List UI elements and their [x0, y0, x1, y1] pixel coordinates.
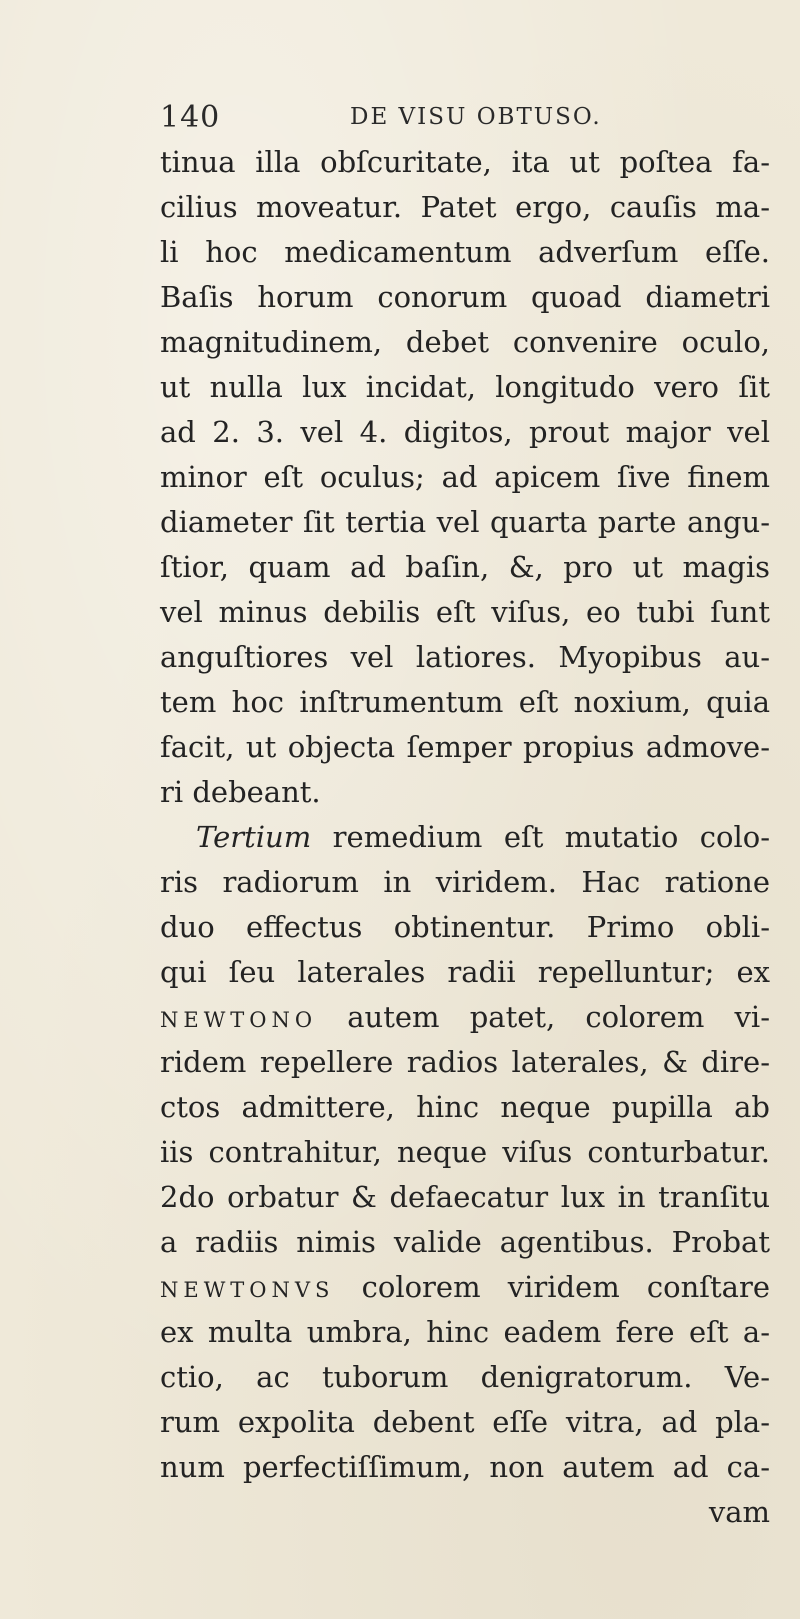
line-rest: colorem viridem conſtare — [334, 1270, 770, 1304]
text-line: ridem repellere radios laterales, & dire- — [160, 1045, 770, 1079]
text-line — [160, 995, 770, 1040]
line-rest: autem patet, colorem vi- — [317, 1000, 770, 1034]
text-line: li hoc medicamentum adverſum eſſe. — [160, 235, 770, 269]
text-line: duo effectus obtinentur. Primo obli- — [160, 910, 770, 944]
line-rest: remedium eſt mutatio colo- — [311, 820, 770, 854]
body-text — [160, 140, 770, 1535]
text-line — [160, 1265, 770, 1310]
text-line: iis contrahitur, neque viſus conturbatur. — [160, 1135, 770, 1169]
text-line: ex multa umbra, hinc eadem fere eſt a- — [160, 1315, 770, 1349]
text-line: ad 2. 3. vel 4. digitos, prout major vel — [160, 415, 770, 449]
text-line: ctos admittere, hinc neque pupilla ab — [160, 1090, 770, 1124]
text-line: ſtior, quam ad baſin, &, pro ut magis — [160, 550, 770, 584]
text-line: ctio, ac tuborum denigratorum. Ve- — [160, 1360, 770, 1394]
text-line: anguſtiores vel latiores. Myopibus au- — [160, 640, 770, 674]
catchword: vam — [708, 1495, 770, 1529]
text-line — [160, 815, 770, 860]
text-line: vel minus debilis eſt viſus, eo tubi ſunt — [160, 595, 770, 629]
page-header — [160, 100, 770, 140]
page-number: 140 — [160, 100, 221, 135]
small-caps-name: NEWTONO — [160, 1008, 318, 1032]
text-line: num perfectiſſimum, non autem ad ca- — [160, 1450, 770, 1484]
text-line: a radiis nimis valide agentibus. Probat — [160, 1225, 770, 1259]
text-line: tinua illa obſcuritate, ita ut poſtea fa- — [160, 145, 770, 179]
text-line: 2do orbatur & defaecatur lux in tranſitu — [160, 1180, 770, 1214]
text-line: cilius moveatur. Patet ergo, cauſis ma- — [160, 190, 770, 224]
text-line: rum expolita debent eſſe vitra, ad pla- — [160, 1405, 770, 1439]
text-line: diameter ſit tertia vel quarta parte angu- — [160, 505, 770, 539]
small-caps-name: NEWTONVS — [160, 1278, 335, 1302]
italic-word: Tertium — [196, 820, 312, 854]
text-line: Baſis horum conorum quoad diametri — [160, 280, 770, 314]
text-line: facit, ut objecta ſemper propius admove- — [160, 730, 770, 764]
running-head: DE VISU OBTUSO. — [350, 104, 602, 130]
text-line: tem hoc inſtrumentum eſt noxium, quia — [160, 685, 770, 719]
text-line: ut nulla lux incidat, longitudo vero ſit — [160, 370, 770, 404]
text-line: qui ſeu laterales radii repelluntur; ex — [160, 955, 770, 989]
text-line: magnitudinem, debet convenire oculo, — [160, 325, 770, 359]
text-line: ris radiorum in viridem. Hac ratione — [160, 865, 770, 899]
text-line: ri debeant. — [160, 775, 321, 809]
text-line: minor eſt oculus; ad apicem ſive finem — [160, 460, 770, 494]
